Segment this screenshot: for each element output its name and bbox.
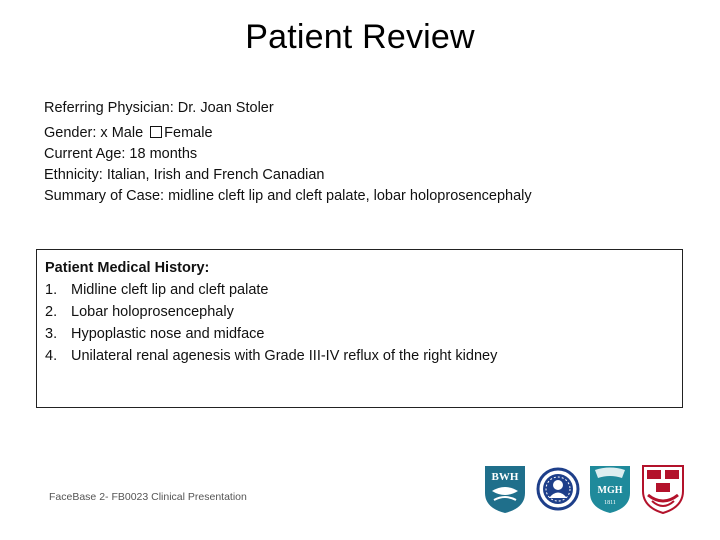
bwh-logo-text: BWH [491,471,519,483]
patient-info [44,98,532,207]
bwh-logo-icon [482,463,528,515]
list-item: 3. Hypoplastic nose and midface [45,326,265,342]
hospital-seal-icon [536,467,580,511]
gender-line [44,123,532,144]
current-age: Current Age: 18 months [44,146,198,162]
institution-logos [482,463,687,515]
list-item: 2. Lobar holoprosencephaly [45,304,234,320]
female-checkbox-icon [150,126,162,138]
harvard-shield-icon [640,463,686,515]
list-item: 4. Unilateral renal agenesis with Grade III-IV reflux of the right kidney [45,348,498,364]
medical-history-list [45,279,682,367]
medical-history-box [36,249,683,408]
mgh-logo-icon [587,463,633,515]
gender-option-female: Female [164,125,213,141]
gender-label: Gender: x Male [44,125,144,141]
mgh-logo-year: 1811 [604,500,616,506]
slide-title: Patient Review [245,18,475,56]
footer-text: FaceBase 2- FB0023 Clinical Presentation [49,491,247,503]
case-summary: Summary of Case: midline cleft lip and cleft palate, lobar holoprosencephaly [44,188,532,204]
list-item: 1. Midline cleft lip and cleft palate [45,282,269,298]
ethnicity: Ethnicity: Italian, Irish and French Canadian [44,167,325,183]
referring-physician: Referring Physician: Dr. Joan Stoler [44,100,274,116]
mgh-logo-text: MGH [597,485,623,496]
medical-history-heading: Patient Medical History: [45,260,210,276]
